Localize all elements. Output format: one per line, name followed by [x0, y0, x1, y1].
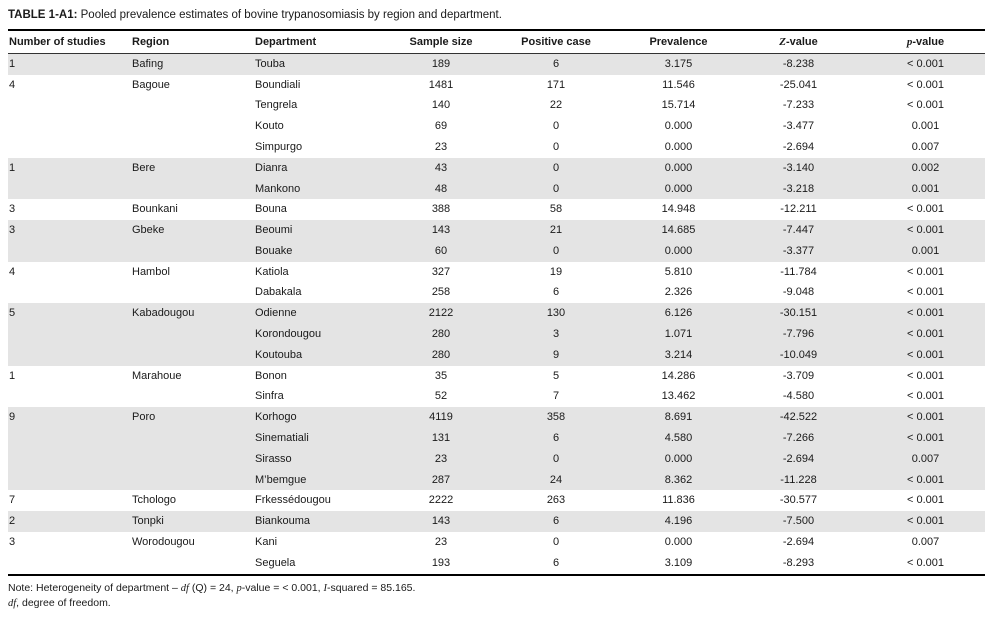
studies-cell	[8, 553, 130, 575]
positive-case-cell: 6	[486, 511, 626, 532]
p-value-cell: < 0.001	[866, 428, 985, 449]
sample-size-cell: 23	[434, 535, 448, 548]
region-cell: Bafing	[130, 54, 253, 75]
region-cell	[130, 137, 253, 158]
p-value-cell: 0.007	[866, 449, 985, 470]
department-cell: Sinematiali	[253, 428, 396, 449]
sample-size-cell: 280	[396, 324, 486, 345]
sample-size-cell: 48	[396, 179, 486, 200]
studies-cell: 1	[8, 54, 130, 75]
positive-case-cell: 0	[486, 241, 626, 262]
studies-cell	[8, 96, 130, 117]
department-cell: Korondougou	[253, 324, 396, 345]
prevalence-cell: 6.126	[626, 303, 731, 324]
region-cell	[130, 241, 253, 262]
prevalence-cell: 0.000	[664, 120, 693, 133]
studies-cell: 3	[9, 535, 16, 548]
positive-case-cell: 0	[552, 120, 560, 133]
italic-symbol: df	[8, 597, 17, 609]
studies-cell: 4	[9, 78, 16, 91]
z-value-cell: -7.447	[731, 220, 866, 241]
table-row	[8, 366, 985, 387]
table-row	[8, 241, 985, 262]
studies-cell	[8, 387, 130, 408]
prevalence-cell: 11.836	[662, 494, 695, 507]
z-value-cell: -30.151	[731, 303, 866, 324]
prevalence-cell: 4.580	[626, 428, 731, 449]
studies-cell	[8, 241, 130, 262]
department-cell: Kani	[255, 535, 278, 548]
department-cell: Tengrela	[255, 99, 298, 112]
p-value-cell: 0.002	[866, 158, 985, 179]
z-value-cell: -10.049	[731, 345, 866, 366]
region-cell: Worodougou	[132, 535, 195, 548]
department-cell: Bouna	[255, 203, 287, 216]
sample-size-cell: 327	[431, 265, 451, 278]
studies-cell: 5	[8, 303, 130, 324]
studies-cell: 7	[9, 494, 16, 507]
table-header	[8, 30, 985, 54]
z-value-cell: -2.694	[782, 535, 815, 548]
positive-case-cell: 6	[552, 286, 560, 299]
z-value-cell: -3.140	[731, 158, 866, 179]
region-cell	[130, 553, 253, 575]
p-value-cell: < 0.001	[866, 407, 985, 428]
p-value-cell: 0.001	[866, 241, 985, 262]
region-cell	[130, 345, 253, 366]
prevalence-cell: 8.362	[626, 470, 731, 491]
department-cell: Katiola	[255, 265, 289, 278]
sample-size-cell: 388	[431, 203, 451, 216]
z-value-cell: -42.522	[731, 407, 866, 428]
positive-case-cell: 6	[486, 54, 626, 75]
positive-case-cell: 0	[486, 158, 626, 179]
sample-size-cell: 2122	[396, 303, 486, 324]
positive-case-cell: 130	[486, 303, 626, 324]
z-value-cell: -25.041	[779, 78, 818, 91]
z-value-cell: -7.266	[731, 428, 866, 449]
positive-case-cell: 0	[552, 141, 560, 154]
p-value-cell: < 0.001	[866, 511, 985, 532]
studies-cell	[8, 449, 130, 470]
sample-size-cell: 280	[396, 345, 486, 366]
table-number-label: TABLE 1-A1:	[8, 9, 78, 21]
prevalence-cell: 0.000	[664, 535, 693, 548]
region-cell	[130, 324, 253, 345]
italic-symbol: df	[180, 582, 189, 594]
z-value-cell: -7.796	[731, 324, 866, 345]
region-cell	[130, 470, 253, 491]
department-cell: Bouake	[253, 241, 396, 262]
p-value-cell: 0.007	[911, 535, 940, 548]
department-cell: Odienne	[253, 303, 396, 324]
table-row	[8, 54, 985, 75]
z-value-cell: -3.377	[731, 241, 866, 262]
p-value-cell: < 0.001	[906, 203, 944, 216]
table-title	[8, 6, 987, 29]
z-value-cell: -4.580	[782, 390, 815, 403]
region-cell: Tonpki	[130, 511, 253, 532]
positive-case-cell: 263	[546, 494, 566, 507]
prevalence-cell: 3.214	[626, 345, 731, 366]
prevalence-cell: 14.948	[661, 203, 696, 216]
z-value-cell: -7.233	[782, 99, 815, 112]
department-cell: Sirasso	[253, 449, 396, 470]
col-header-sample-size: Sample size	[396, 30, 486, 54]
prevalence-cell: 0.000	[626, 179, 731, 200]
table-row	[8, 158, 985, 179]
sample-size-cell: 2222	[428, 494, 454, 507]
table-row	[8, 220, 985, 241]
positive-case-cell: 6	[486, 428, 626, 449]
italic-symbol: p	[906, 36, 913, 48]
studies-cell: 1	[9, 369, 16, 382]
region-cell	[130, 96, 253, 117]
positive-case-cell: 0	[486, 179, 626, 200]
positive-case-cell: 3	[486, 324, 626, 345]
table-body	[8, 54, 985, 575]
p-value-cell: < 0.001	[906, 286, 944, 299]
table-row	[8, 449, 985, 470]
prevalence-cell: 11.546	[662, 78, 695, 91]
prevalence-cell: 4.196	[626, 511, 731, 532]
department-cell: Biankouma	[253, 511, 396, 532]
department-cell: Frkessédougou	[255, 494, 331, 507]
heterogeneity-note: Note: Heterogeneity of department – df (Q) = 24, p-value = < 0.001, I-squared = 85.165.	[8, 581, 416, 594]
table-row	[8, 75, 985, 96]
region-cell	[130, 283, 253, 304]
sample-size-cell: 143	[396, 511, 486, 532]
positive-case-cell: 24	[486, 470, 626, 491]
sample-size-cell: 4119	[396, 407, 486, 428]
table-row	[8, 490, 985, 511]
positive-case-cell: 21	[486, 220, 626, 241]
department-cell: M’bemgue	[253, 470, 396, 491]
p-value-cell: < 0.001	[906, 265, 944, 278]
table-row	[8, 511, 985, 532]
department-cell: Touba	[253, 54, 396, 75]
region-cell: Marahoue	[132, 369, 182, 382]
z-value-cell: -30.577	[779, 494, 818, 507]
sample-size-cell: 131	[396, 428, 486, 449]
table-row	[8, 345, 985, 366]
table-row	[8, 407, 985, 428]
sample-size-cell: 258	[431, 286, 451, 299]
p-value-cell: < 0.001	[906, 390, 944, 403]
sample-size-cell: 23	[396, 449, 486, 470]
prevalence-cell: 3.109	[664, 556, 693, 569]
table-row	[8, 428, 985, 449]
p-value-cell: < 0.001	[866, 54, 985, 75]
studies-cell: 2	[8, 511, 130, 532]
positive-case-cell: 19	[549, 265, 563, 278]
positive-case-cell: 22	[549, 99, 563, 112]
sample-size-cell: 35	[434, 369, 448, 382]
studies-cell	[8, 428, 130, 449]
prevalence-cell: 2.326	[664, 286, 693, 299]
header-row	[8, 30, 985, 54]
department-cell: Dianra	[253, 158, 396, 179]
sample-size-cell: 189	[396, 54, 486, 75]
sample-size-cell: 69	[434, 120, 448, 133]
prevalence-cell: 8.691	[626, 407, 731, 428]
z-value-cell: -12.211	[780, 203, 817, 216]
p-value-cell: < 0.001	[906, 494, 944, 507]
p-value-cell: < 0.001	[906, 78, 944, 91]
sample-size-cell: 143	[396, 220, 486, 241]
table-row	[8, 283, 985, 304]
department-cell: Sinfra	[255, 390, 284, 403]
region-cell: Poro	[130, 407, 253, 428]
positive-case-cell: 358	[486, 407, 626, 428]
region-cell: Bounkani	[132, 203, 178, 216]
italic-symbol: I	[323, 582, 327, 594]
region-cell	[130, 449, 253, 470]
sample-size-cell: 23	[434, 141, 448, 154]
table-notes	[8, 576, 987, 611]
table-row	[8, 262, 985, 283]
col-header-number-of-studies: Number of studies	[8, 30, 130, 54]
sample-size-cell: 193	[431, 556, 451, 569]
prevalence-cell: 0.000	[626, 449, 731, 470]
prevalence-cell: 1.071	[626, 324, 731, 345]
p-value-cell: 0.001	[866, 179, 985, 200]
positive-case-cell: 171	[546, 78, 566, 91]
department-cell: Kouto	[255, 120, 284, 133]
table-row	[8, 199, 985, 220]
sample-size-cell: 60	[396, 241, 486, 262]
italic-symbol: p	[236, 582, 242, 594]
studies-cell	[8, 137, 130, 158]
p-value-cell: < 0.001	[866, 324, 985, 345]
studies-cell	[8, 116, 130, 137]
studies-cell: 1	[8, 158, 130, 179]
department-cell: Beoumi	[253, 220, 396, 241]
positive-case-cell: 5	[552, 369, 560, 382]
p-value-cell: 0.001	[911, 120, 940, 133]
region-cell: Hambol	[132, 265, 170, 278]
region-cell	[130, 428, 253, 449]
prevalence-cell: 3.175	[626, 54, 731, 75]
table-row	[8, 179, 985, 200]
col-header-department: Department	[253, 30, 396, 54]
z-value-cell: -11.784	[780, 265, 817, 278]
sample-size-cell: 140	[431, 99, 451, 112]
positive-case-cell: 0	[486, 449, 626, 470]
table-row	[8, 96, 985, 117]
region-cell: Bagoue	[132, 78, 170, 91]
department-cell: Mankono	[253, 179, 396, 200]
z-value-cell: -8.293	[782, 556, 815, 569]
studies-cell	[8, 283, 130, 304]
z-value-cell: -3.477	[782, 120, 815, 133]
prevalence-cell: 5.810	[664, 265, 693, 278]
department-cell: Simpurgo	[255, 141, 303, 154]
col-header-prevalence: Prevalence	[626, 30, 731, 54]
prevalence-cell: 14.286	[661, 369, 696, 382]
region-cell	[130, 179, 253, 200]
prevalence-cell: 13.462	[661, 390, 696, 403]
region-cell: Kabadougou	[130, 303, 253, 324]
z-value-cell: -9.048	[782, 286, 815, 299]
table-row	[8, 324, 985, 345]
col-header-p-value: p-value	[866, 30, 985, 54]
p-value-cell: < 0.001	[866, 220, 985, 241]
studies-cell	[8, 179, 130, 200]
table-row	[8, 470, 985, 491]
prevalence-cell: 15.714	[661, 99, 696, 112]
table-row	[8, 553, 985, 575]
p-value-cell: < 0.001	[866, 303, 985, 324]
sample-size-cell: 43	[396, 158, 486, 179]
department-cell: Boundiali	[255, 78, 301, 91]
table-row	[8, 532, 985, 553]
sample-size-cell: 287	[396, 470, 486, 491]
prevalence-cell: 0.000	[626, 158, 731, 179]
positive-case-cell: 6	[552, 556, 560, 569]
table-caption-text: Pooled prevalence estimates of bovine trypanosomiasis by region and department.	[80, 9, 502, 21]
department-cell: Koutouba	[253, 345, 396, 366]
italic-symbol: Z	[779, 36, 786, 48]
positive-case-cell: 0	[552, 535, 560, 548]
department-cell: Dabakala	[255, 286, 302, 299]
studies-cell: 3	[8, 220, 130, 241]
z-value-cell: -2.694	[782, 141, 815, 154]
studies-cell: 4	[9, 265, 16, 278]
table-row	[8, 303, 985, 324]
z-value-cell: -7.500	[731, 511, 866, 532]
region-cell: Bere	[130, 158, 253, 179]
table-row	[8, 387, 985, 408]
p-value-cell: 0.007	[911, 141, 940, 154]
region-cell	[130, 116, 253, 137]
studies-cell: 3	[9, 203, 16, 216]
prevalence-cell: 0.000	[626, 241, 731, 262]
p-value-cell: < 0.001	[866, 470, 985, 491]
region-cell: Tchologo	[132, 494, 177, 507]
z-value-cell: -11.228	[731, 470, 866, 491]
p-value-cell: < 0.001	[866, 345, 985, 366]
table-row	[8, 137, 985, 158]
department-cell: Seguela	[255, 556, 296, 569]
z-value-cell: -3.218	[731, 179, 866, 200]
z-value-cell: -8.238	[731, 54, 866, 75]
studies-cell	[8, 324, 130, 345]
department-cell: Korhogo	[253, 407, 396, 428]
col-header-region: Region	[130, 30, 253, 54]
p-value-cell: < 0.001	[906, 556, 944, 569]
p-value-cell: < 0.001	[906, 369, 944, 382]
region-cell	[130, 387, 253, 408]
z-value-cell: -3.709	[782, 369, 815, 382]
sample-size-cell: 52	[434, 390, 448, 403]
prevalence-cell: 14.685	[626, 220, 731, 241]
col-header-positive-case: Positive case	[486, 30, 626, 54]
col-header-z-value: Z-value	[731, 30, 866, 54]
table-row	[8, 116, 985, 137]
positive-case-cell: 7	[552, 390, 560, 403]
studies-cell	[8, 470, 130, 491]
department-cell: Bonon	[255, 369, 287, 382]
region-cell: Gbeke	[130, 220, 253, 241]
positive-case-cell: 9	[486, 345, 626, 366]
df-definition-note: df, degree of freedom.	[8, 596, 111, 609]
z-value-cell: -2.694	[731, 449, 866, 470]
studies-cell: 9	[8, 407, 130, 428]
prevalence-table	[8, 29, 985, 576]
positive-case-cell: 58	[549, 203, 563, 216]
p-value-cell: < 0.001	[906, 99, 944, 112]
prevalence-cell: 0.000	[664, 141, 693, 154]
studies-cell	[8, 345, 130, 366]
sample-size-cell: 1481	[428, 78, 454, 91]
